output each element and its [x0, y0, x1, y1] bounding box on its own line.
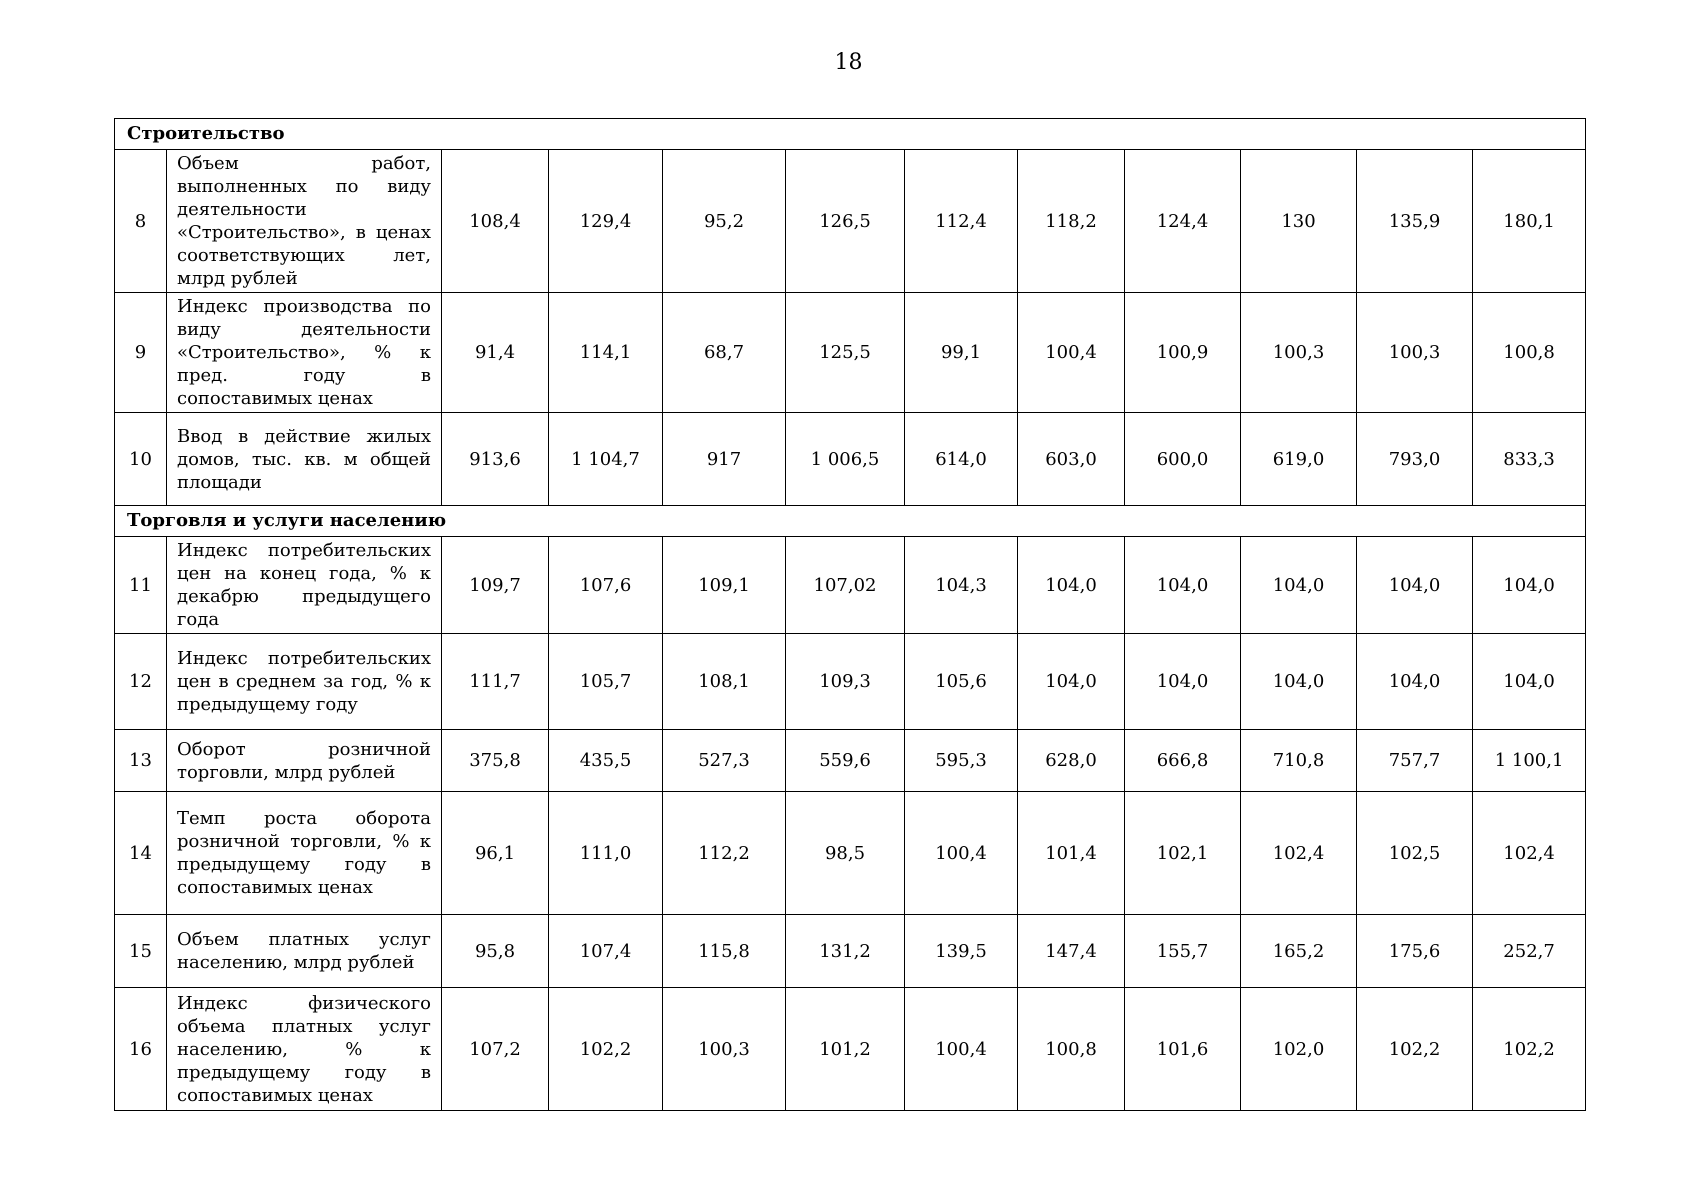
row-number: 14: [115, 792, 167, 915]
value-cell: 126,5: [786, 150, 905, 293]
value-cell: 109,7: [442, 537, 549, 634]
value-cell: 98,5: [786, 792, 905, 915]
row-number: 12: [115, 634, 167, 730]
row-number: 15: [115, 915, 167, 988]
value-cell: 100,4: [1018, 293, 1125, 413]
value-cell: 104,0: [1125, 537, 1241, 634]
value-cell: 147,4: [1018, 915, 1125, 988]
value-cell: 109,3: [786, 634, 905, 730]
value-cell: 100,4: [905, 988, 1018, 1111]
value-cell: 95,2: [663, 150, 786, 293]
value-cell: 793,0: [1357, 413, 1473, 506]
value-cell: 111,0: [549, 792, 663, 915]
value-cell: 91,4: [442, 293, 549, 413]
value-cell: 100,3: [1357, 293, 1473, 413]
value-cell: 107,4: [549, 915, 663, 988]
value-cell: 102,5: [1357, 792, 1473, 915]
value-cell: 102,1: [1125, 792, 1241, 915]
value-cell: 833,3: [1473, 413, 1586, 506]
value-cell: 111,7: [442, 634, 549, 730]
section-header-row: [115, 119, 1586, 150]
row-number: 9: [115, 293, 167, 413]
value-cell: 129,4: [549, 150, 663, 293]
value-cell: 104,0: [1473, 537, 1586, 634]
value-cell: 112,2: [663, 792, 786, 915]
table-row: [115, 537, 1586, 634]
table-row: [115, 915, 1586, 988]
value-cell: 108,4: [442, 150, 549, 293]
table-row: [115, 413, 1586, 506]
indicator-name: Индекс потребительских цен в среднем за год, % к предыдущему году: [167, 634, 442, 730]
value-cell: 100,3: [663, 988, 786, 1111]
value-cell: 95,8: [442, 915, 549, 988]
row-number: 11: [115, 537, 167, 634]
value-cell: 125,5: [786, 293, 905, 413]
table-row: [115, 150, 1586, 293]
page-number: 18: [834, 50, 863, 75]
value-cell: 100,8: [1018, 988, 1125, 1111]
value-cell: 115,8: [663, 915, 786, 988]
value-cell: 165,2: [1241, 915, 1357, 988]
row-number: 16: [115, 988, 167, 1111]
indicator-name: Объем работ, выполненных по виду деятельности «Строительство», в ценах соответствующих лет, млрд рублей: [167, 150, 442, 293]
value-cell: 130: [1241, 150, 1357, 293]
indicator-name: Темп роста оборота розничной торговли, % к предыдущему году в сопоставимых ценах: [167, 792, 442, 915]
row-number: 13: [115, 730, 167, 792]
value-cell: 104,0: [1241, 537, 1357, 634]
indicator-name: Индекс производства по виду деятельности «Строительство», % к пред. году в сопоставимых ценах: [167, 293, 442, 413]
value-cell: 1 006,5: [786, 413, 905, 506]
value-cell: 118,2: [1018, 150, 1125, 293]
value-cell: 252,7: [1473, 915, 1586, 988]
value-cell: 600,0: [1125, 413, 1241, 506]
value-cell: 710,8: [1241, 730, 1357, 792]
value-cell: 107,6: [549, 537, 663, 634]
value-cell: 603,0: [1018, 413, 1125, 506]
value-cell: 114,1: [549, 293, 663, 413]
value-cell: 102,2: [1357, 988, 1473, 1111]
value-cell: 104,3: [905, 537, 1018, 634]
value-cell: 104,0: [1018, 537, 1125, 634]
value-cell: 107,02: [786, 537, 905, 634]
value-cell: 100,4: [905, 792, 1018, 915]
value-cell: 104,0: [1018, 634, 1125, 730]
table-body: [115, 119, 1586, 1111]
value-cell: 102,4: [1473, 792, 1586, 915]
value-cell: 619,0: [1241, 413, 1357, 506]
value-cell: 1 104,7: [549, 413, 663, 506]
value-cell: 614,0: [905, 413, 1018, 506]
table-row: [115, 293, 1586, 413]
row-number: 10: [115, 413, 167, 506]
table-row: [115, 634, 1586, 730]
indicator-name: Индекс потребительских цен на конец года, % к декабрю предыдущего года: [167, 537, 442, 634]
value-cell: 435,5: [549, 730, 663, 792]
value-cell: 104,0: [1357, 634, 1473, 730]
value-cell: 101,4: [1018, 792, 1125, 915]
value-cell: 124,4: [1125, 150, 1241, 293]
row-number: 8: [115, 150, 167, 293]
value-cell: 628,0: [1018, 730, 1125, 792]
section-title: Строительство: [115, 119, 1586, 150]
value-cell: 96,1: [442, 792, 549, 915]
value-cell: 104,0: [1357, 537, 1473, 634]
value-cell: 135,9: [1357, 150, 1473, 293]
value-cell: 913,6: [442, 413, 549, 506]
statistics-table: [114, 118, 1586, 1111]
value-cell: 104,0: [1473, 634, 1586, 730]
value-cell: 100,3: [1241, 293, 1357, 413]
value-cell: 595,3: [905, 730, 1018, 792]
value-cell: 105,6: [905, 634, 1018, 730]
value-cell: 131,2: [786, 915, 905, 988]
value-cell: 109,1: [663, 537, 786, 634]
value-cell: 112,4: [905, 150, 1018, 293]
value-cell: 757,7: [1357, 730, 1473, 792]
value-cell: 104,0: [1125, 634, 1241, 730]
value-cell: 102,2: [549, 988, 663, 1111]
value-cell: 104,0: [1241, 634, 1357, 730]
value-cell: 180,1: [1473, 150, 1586, 293]
value-cell: 102,2: [1473, 988, 1586, 1111]
table-row: [115, 792, 1586, 915]
value-cell: 102,0: [1241, 988, 1357, 1111]
value-cell: 375,8: [442, 730, 549, 792]
value-cell: 175,6: [1357, 915, 1473, 988]
indicator-name: Ввод в действие жилых домов, тыс. кв. м общей площади: [167, 413, 442, 506]
value-cell: 527,3: [663, 730, 786, 792]
value-cell: 666,8: [1125, 730, 1241, 792]
value-cell: 107,2: [442, 988, 549, 1111]
value-cell: 100,8: [1473, 293, 1586, 413]
table-row: [115, 730, 1586, 792]
section-title: Торговля и услуги населению: [115, 506, 1586, 537]
value-cell: 105,7: [549, 634, 663, 730]
value-cell: 559,6: [786, 730, 905, 792]
value-cell: 1 100,1: [1473, 730, 1586, 792]
value-cell: 101,6: [1125, 988, 1241, 1111]
value-cell: 99,1: [905, 293, 1018, 413]
table-row: [115, 988, 1586, 1111]
value-cell: 102,4: [1241, 792, 1357, 915]
section-header-row: [115, 506, 1586, 537]
indicator-name: Объем платных услуг населению, млрд рублей: [167, 915, 442, 988]
indicator-name: Индекс физического объема платных услуг населению, % к предыдущему году в сопоставимых ценах: [167, 988, 442, 1111]
value-cell: 917: [663, 413, 786, 506]
indicator-name: Оборот розничной торговли, млрд рублей: [167, 730, 442, 792]
value-cell: 155,7: [1125, 915, 1241, 988]
value-cell: 100,9: [1125, 293, 1241, 413]
value-cell: 101,2: [786, 988, 905, 1111]
value-cell: 108,1: [663, 634, 786, 730]
value-cell: 68,7: [663, 293, 786, 413]
value-cell: 139,5: [905, 915, 1018, 988]
